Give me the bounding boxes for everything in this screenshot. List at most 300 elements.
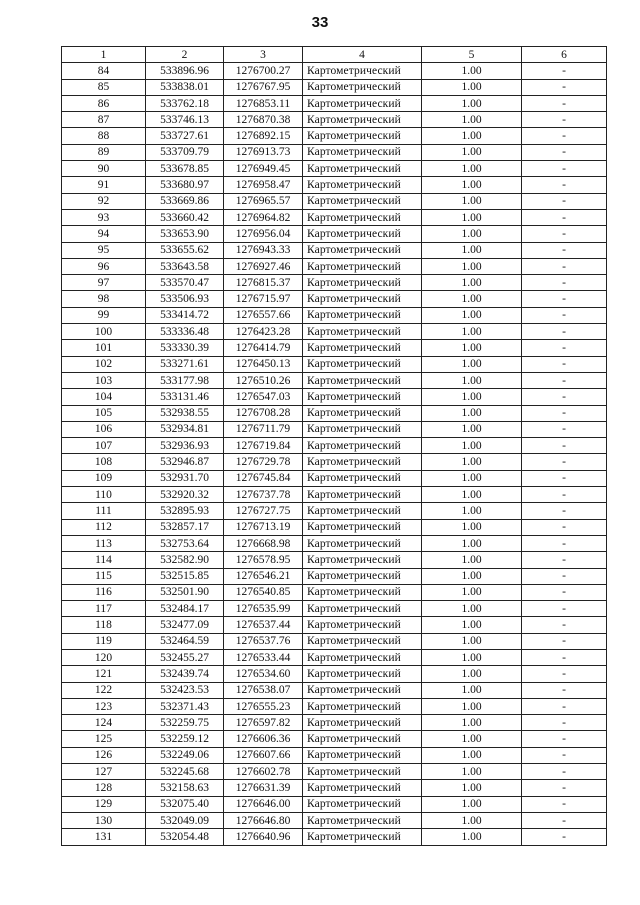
x-coordinate-cell: 532515.85 [146, 568, 224, 584]
table-row [62, 324, 607, 340]
method-cell: Картометрический [303, 503, 422, 519]
y-coordinate-cell: 1276646.80 [224, 812, 303, 828]
x-coordinate-cell: 532075.40 [146, 796, 224, 812]
accuracy-cell: 1.00 [422, 698, 522, 714]
note-cell: - [522, 812, 607, 828]
note-cell: - [522, 698, 607, 714]
point-number-cell: 126 [62, 747, 146, 763]
x-coordinate-cell: 532946.87 [146, 454, 224, 470]
x-coordinate-cell: 532049.09 [146, 812, 224, 828]
table-row [62, 535, 607, 551]
point-number-cell: 113 [62, 535, 146, 551]
accuracy-cell: 1.00 [422, 356, 522, 372]
accuracy-cell: 1.00 [422, 63, 522, 79]
y-coordinate-cell: 1276958.47 [224, 177, 303, 193]
y-coordinate-cell: 1276578.95 [224, 552, 303, 568]
x-coordinate-cell: 533896.96 [146, 63, 224, 79]
accuracy-cell: 1.00 [422, 177, 522, 193]
point-number-cell: 116 [62, 584, 146, 600]
note-cell: - [522, 112, 607, 128]
method-cell: Картометрический [303, 340, 422, 356]
table-row [62, 470, 607, 486]
y-coordinate-cell: 1276555.23 [224, 698, 303, 714]
point-number-cell: 85 [62, 79, 146, 95]
note-cell: - [522, 796, 607, 812]
x-coordinate-cell: 532920.32 [146, 487, 224, 503]
note-cell: - [522, 177, 607, 193]
point-number-cell: 114 [62, 552, 146, 568]
table-row [62, 356, 607, 372]
x-coordinate-cell: 533506.93 [146, 291, 224, 307]
method-cell: Картометрический [303, 568, 422, 584]
table-row [62, 649, 607, 665]
y-coordinate-cell: 1276450.13 [224, 356, 303, 372]
y-coordinate-cell: 1276927.46 [224, 258, 303, 274]
accuracy-cell: 1.00 [422, 454, 522, 470]
accuracy-cell: 1.00 [422, 503, 522, 519]
y-coordinate-cell: 1276729.78 [224, 454, 303, 470]
y-coordinate-cell: 1276708.28 [224, 405, 303, 421]
accuracy-cell: 1.00 [422, 666, 522, 682]
x-coordinate-cell: 532259.75 [146, 715, 224, 731]
note-cell: - [522, 144, 607, 160]
accuracy-cell: 1.00 [422, 731, 522, 747]
x-coordinate-cell: 532753.64 [146, 535, 224, 551]
note-cell: - [522, 307, 607, 323]
note-cell: - [522, 633, 607, 649]
accuracy-cell: 1.00 [422, 242, 522, 258]
note-cell: - [522, 503, 607, 519]
y-coordinate-cell: 1276815.37 [224, 275, 303, 291]
y-coordinate-cell: 1276913.73 [224, 144, 303, 160]
table-row [62, 242, 607, 258]
note-cell: - [522, 535, 607, 551]
x-coordinate-cell: 533680.97 [146, 177, 224, 193]
note-cell: - [522, 226, 607, 242]
method-cell: Картометрический [303, 372, 422, 388]
point-number-cell: 106 [62, 421, 146, 437]
method-cell: Картометрический [303, 617, 422, 633]
accuracy-cell: 1.00 [422, 568, 522, 584]
method-cell: Картометрический [303, 421, 422, 437]
note-cell: - [522, 487, 607, 503]
note-cell: - [522, 470, 607, 486]
y-coordinate-cell: 1276557.66 [224, 307, 303, 323]
table-row [62, 177, 607, 193]
accuracy-cell: 1.00 [422, 617, 522, 633]
y-coordinate-cell: 1276949.45 [224, 161, 303, 177]
accuracy-cell: 1.00 [422, 193, 522, 209]
note-cell: - [522, 161, 607, 177]
accuracy-cell: 1.00 [422, 291, 522, 307]
accuracy-cell: 1.00 [422, 161, 522, 177]
table-row [62, 796, 607, 812]
point-number-cell: 109 [62, 470, 146, 486]
note-cell: - [522, 389, 607, 405]
accuracy-cell: 1.00 [422, 601, 522, 617]
table-row [62, 95, 607, 111]
method-cell: Картометрический [303, 601, 422, 617]
accuracy-cell: 1.00 [422, 128, 522, 144]
x-coordinate-cell: 533709.79 [146, 144, 224, 160]
note-cell: - [522, 193, 607, 209]
point-number-cell: 112 [62, 519, 146, 535]
y-coordinate-cell: 1276640.96 [224, 829, 303, 845]
table-row [62, 79, 607, 95]
method-cell: Картометрический [303, 666, 422, 682]
column-header-3: 3 [224, 47, 303, 63]
note-cell: - [522, 340, 607, 356]
method-cell: Картометрический [303, 796, 422, 812]
table-row [62, 682, 607, 698]
table-row [62, 340, 607, 356]
table-row [62, 193, 607, 209]
table-row [62, 584, 607, 600]
method-cell: Картометрический [303, 438, 422, 454]
accuracy-cell: 1.00 [422, 389, 522, 405]
y-coordinate-cell: 1276534.60 [224, 666, 303, 682]
note-cell: - [522, 519, 607, 535]
x-coordinate-cell: 532936.93 [146, 438, 224, 454]
y-coordinate-cell: 1276510.26 [224, 372, 303, 388]
method-cell: Картометрический [303, 324, 422, 340]
note-cell: - [522, 258, 607, 274]
note-cell: - [522, 584, 607, 600]
y-coordinate-cell: 1276646.00 [224, 796, 303, 812]
table-row [62, 731, 607, 747]
note-cell: - [522, 715, 607, 731]
method-cell: Картометрический [303, 519, 422, 535]
note-cell: - [522, 454, 607, 470]
y-coordinate-cell: 1276727.75 [224, 503, 303, 519]
x-coordinate-cell: 533669.86 [146, 193, 224, 209]
note-cell: - [522, 617, 607, 633]
table-row [62, 617, 607, 633]
y-coordinate-cell: 1276943.33 [224, 242, 303, 258]
y-coordinate-cell: 1276719.84 [224, 438, 303, 454]
table-row [62, 226, 607, 242]
column-header-4: 4 [303, 47, 422, 63]
point-number-cell: 102 [62, 356, 146, 372]
point-number-cell: 120 [62, 649, 146, 665]
accuracy-cell: 1.00 [422, 649, 522, 665]
note-cell: - [522, 242, 607, 258]
method-cell: Картометрический [303, 291, 422, 307]
x-coordinate-cell: 532245.68 [146, 764, 224, 780]
x-coordinate-cell: 532484.17 [146, 601, 224, 617]
y-coordinate-cell: 1276533.44 [224, 649, 303, 665]
y-coordinate-cell: 1276870.38 [224, 112, 303, 128]
table-row [62, 780, 607, 796]
note-cell: - [522, 649, 607, 665]
accuracy-cell: 1.00 [422, 275, 522, 291]
x-coordinate-cell: 532464.59 [146, 633, 224, 649]
x-coordinate-cell: 533660.42 [146, 209, 224, 225]
table-row [62, 128, 607, 144]
point-number-cell: 122 [62, 682, 146, 698]
y-coordinate-cell: 1276715.97 [224, 291, 303, 307]
note-cell: - [522, 682, 607, 698]
x-coordinate-cell: 532423.53 [146, 682, 224, 698]
table-row [62, 519, 607, 535]
point-number-cell: 94 [62, 226, 146, 242]
accuracy-cell: 1.00 [422, 633, 522, 649]
accuracy-cell: 1.00 [422, 144, 522, 160]
method-cell: Картометрический [303, 63, 422, 79]
x-coordinate-cell: 532934.81 [146, 421, 224, 437]
table-row [62, 715, 607, 731]
method-cell: Картометрический [303, 79, 422, 95]
y-coordinate-cell: 1276535.99 [224, 601, 303, 617]
accuracy-cell: 1.00 [422, 226, 522, 242]
note-cell: - [522, 421, 607, 437]
page-number: 33 [311, 14, 329, 31]
point-number-cell: 117 [62, 601, 146, 617]
x-coordinate-cell: 533678.85 [146, 161, 224, 177]
method-cell: Картометрический [303, 487, 422, 503]
column-header-5: 5 [422, 47, 522, 63]
method-cell: Картометрический [303, 470, 422, 486]
y-coordinate-cell: 1276538.07 [224, 682, 303, 698]
accuracy-cell: 1.00 [422, 324, 522, 340]
method-cell: Картометрический [303, 649, 422, 665]
point-number-cell: 101 [62, 340, 146, 356]
table-row [62, 389, 607, 405]
y-coordinate-cell: 1276700.27 [224, 63, 303, 79]
y-coordinate-cell: 1276767.95 [224, 79, 303, 95]
method-cell: Картометрический [303, 535, 422, 551]
method-cell: Картометрический [303, 682, 422, 698]
method-cell: Картометрический [303, 144, 422, 160]
method-cell: Картометрический [303, 161, 422, 177]
method-cell: Картометрический [303, 307, 422, 323]
note-cell: - [522, 63, 607, 79]
method-cell: Картометрический [303, 812, 422, 828]
accuracy-cell: 1.00 [422, 421, 522, 437]
x-coordinate-cell: 532477.09 [146, 617, 224, 633]
accuracy-cell: 1.00 [422, 535, 522, 551]
accuracy-cell: 1.00 [422, 470, 522, 486]
note-cell: - [522, 128, 607, 144]
table-row [62, 258, 607, 274]
table-row [62, 144, 607, 160]
note-cell: - [522, 568, 607, 584]
y-coordinate-cell: 1276892.15 [224, 128, 303, 144]
note-cell: - [522, 95, 607, 111]
note-cell: - [522, 356, 607, 372]
x-coordinate-cell: 533131.46 [146, 389, 224, 405]
x-coordinate-cell: 532259.12 [146, 731, 224, 747]
y-coordinate-cell: 1276547.03 [224, 389, 303, 405]
y-coordinate-cell: 1276711.79 [224, 421, 303, 437]
x-coordinate-cell: 533746.13 [146, 112, 224, 128]
x-coordinate-cell: 533570.47 [146, 275, 224, 291]
x-coordinate-cell: 533414.72 [146, 307, 224, 323]
point-number-cell: 108 [62, 454, 146, 470]
table-row [62, 112, 607, 128]
point-number-cell: 93 [62, 209, 146, 225]
point-number-cell: 100 [62, 324, 146, 340]
x-coordinate-cell: 533838.01 [146, 79, 224, 95]
table-row [62, 307, 607, 323]
point-number-cell: 105 [62, 405, 146, 421]
method-cell: Картометрический [303, 112, 422, 128]
y-coordinate-cell: 1276606.36 [224, 731, 303, 747]
note-cell: - [522, 829, 607, 845]
point-number-cell: 95 [62, 242, 146, 258]
table-row [62, 209, 607, 225]
point-number-cell: 110 [62, 487, 146, 503]
point-number-cell: 90 [62, 161, 146, 177]
table-row [62, 747, 607, 763]
x-coordinate-cell: 533643.58 [146, 258, 224, 274]
table-row [62, 454, 607, 470]
table-row [62, 666, 607, 682]
x-coordinate-cell: 532439.74 [146, 666, 224, 682]
x-coordinate-cell: 532249.06 [146, 747, 224, 763]
y-coordinate-cell: 1276607.66 [224, 747, 303, 763]
accuracy-cell: 1.00 [422, 812, 522, 828]
method-cell: Картометрический [303, 731, 422, 747]
point-number-cell: 127 [62, 764, 146, 780]
x-coordinate-cell: 533177.98 [146, 372, 224, 388]
note-cell: - [522, 291, 607, 307]
table-row [62, 503, 607, 519]
table-row [62, 421, 607, 437]
point-number-cell: 107 [62, 438, 146, 454]
y-coordinate-cell: 1276956.04 [224, 226, 303, 242]
table-row [62, 161, 607, 177]
point-number-cell: 115 [62, 568, 146, 584]
table-row [62, 812, 607, 828]
accuracy-cell: 1.00 [422, 79, 522, 95]
method-cell: Картометрический [303, 764, 422, 780]
point-number-cell: 103 [62, 372, 146, 388]
note-cell: - [522, 324, 607, 340]
note-cell: - [522, 438, 607, 454]
point-number-cell: 89 [62, 144, 146, 160]
accuracy-cell: 1.00 [422, 796, 522, 812]
method-cell: Картометрический [303, 95, 422, 111]
note-cell: - [522, 275, 607, 291]
accuracy-cell: 1.00 [422, 487, 522, 503]
method-cell: Картометрический [303, 209, 422, 225]
note-cell: - [522, 764, 607, 780]
y-coordinate-cell: 1276597.82 [224, 715, 303, 731]
y-coordinate-cell: 1276546.21 [224, 568, 303, 584]
table-row [62, 291, 607, 307]
method-cell: Картометрический [303, 242, 422, 258]
note-cell: - [522, 372, 607, 388]
point-number-cell: 97 [62, 275, 146, 291]
method-cell: Картометрический [303, 405, 422, 421]
y-coordinate-cell: 1276964.82 [224, 209, 303, 225]
x-coordinate-cell: 533655.62 [146, 242, 224, 258]
table-row [62, 275, 607, 291]
accuracy-cell: 1.00 [422, 209, 522, 225]
note-cell: - [522, 666, 607, 682]
accuracy-cell: 1.00 [422, 258, 522, 274]
point-number-cell: 86 [62, 95, 146, 111]
point-number-cell: 104 [62, 389, 146, 405]
note-cell: - [522, 405, 607, 421]
table-row [62, 698, 607, 714]
point-number-cell: 130 [62, 812, 146, 828]
method-cell: Картометрический [303, 633, 422, 649]
point-number-cell: 87 [62, 112, 146, 128]
note-cell: - [522, 552, 607, 568]
method-cell: Картометрический [303, 258, 422, 274]
y-coordinate-cell: 1276537.44 [224, 617, 303, 633]
method-cell: Картометрический [303, 275, 422, 291]
y-coordinate-cell: 1276853.11 [224, 95, 303, 111]
x-coordinate-cell: 533336.48 [146, 324, 224, 340]
method-cell: Картометрический [303, 454, 422, 470]
accuracy-cell: 1.00 [422, 340, 522, 356]
y-coordinate-cell: 1276423.28 [224, 324, 303, 340]
point-number-cell: 91 [62, 177, 146, 193]
point-number-cell: 128 [62, 780, 146, 796]
y-coordinate-cell: 1276745.84 [224, 470, 303, 486]
table-row [62, 764, 607, 780]
x-coordinate-cell: 532895.93 [146, 503, 224, 519]
accuracy-cell: 1.00 [422, 552, 522, 568]
note-cell: - [522, 601, 607, 617]
x-coordinate-cell: 532501.90 [146, 584, 224, 600]
method-cell: Картометрический [303, 829, 422, 845]
table-row [62, 487, 607, 503]
point-number-cell: 131 [62, 829, 146, 845]
accuracy-cell: 1.00 [422, 829, 522, 845]
point-number-cell: 124 [62, 715, 146, 731]
y-coordinate-cell: 1276737.78 [224, 487, 303, 503]
method-cell: Картометрический [303, 193, 422, 209]
table-row [62, 601, 607, 617]
point-number-cell: 98 [62, 291, 146, 307]
y-coordinate-cell: 1276668.98 [224, 535, 303, 551]
x-coordinate-cell: 533271.61 [146, 356, 224, 372]
table-row [62, 405, 607, 421]
point-number-cell: 123 [62, 698, 146, 714]
method-cell: Картометрический [303, 552, 422, 568]
accuracy-cell: 1.00 [422, 780, 522, 796]
table-row [62, 552, 607, 568]
method-cell: Картометрический [303, 715, 422, 731]
y-coordinate-cell: 1276631.39 [224, 780, 303, 796]
accuracy-cell: 1.00 [422, 95, 522, 111]
note-cell: - [522, 209, 607, 225]
y-coordinate-cell: 1276965.57 [224, 193, 303, 209]
x-coordinate-cell: 533330.39 [146, 340, 224, 356]
point-number-cell: 125 [62, 731, 146, 747]
accuracy-cell: 1.00 [422, 764, 522, 780]
x-coordinate-cell: 532455.27 [146, 649, 224, 665]
method-cell: Картометрический [303, 226, 422, 242]
point-number-cell: 119 [62, 633, 146, 649]
point-number-cell: 129 [62, 796, 146, 812]
table-row [62, 633, 607, 649]
point-number-cell: 99 [62, 307, 146, 323]
accuracy-cell: 1.00 [422, 715, 522, 731]
point-number-cell: 118 [62, 617, 146, 633]
accuracy-cell: 1.00 [422, 307, 522, 323]
x-coordinate-cell: 533727.61 [146, 128, 224, 144]
accuracy-cell: 1.00 [422, 682, 522, 698]
accuracy-cell: 1.00 [422, 372, 522, 388]
y-coordinate-cell: 1276537.76 [224, 633, 303, 649]
accuracy-cell: 1.00 [422, 405, 522, 421]
accuracy-cell: 1.00 [422, 438, 522, 454]
